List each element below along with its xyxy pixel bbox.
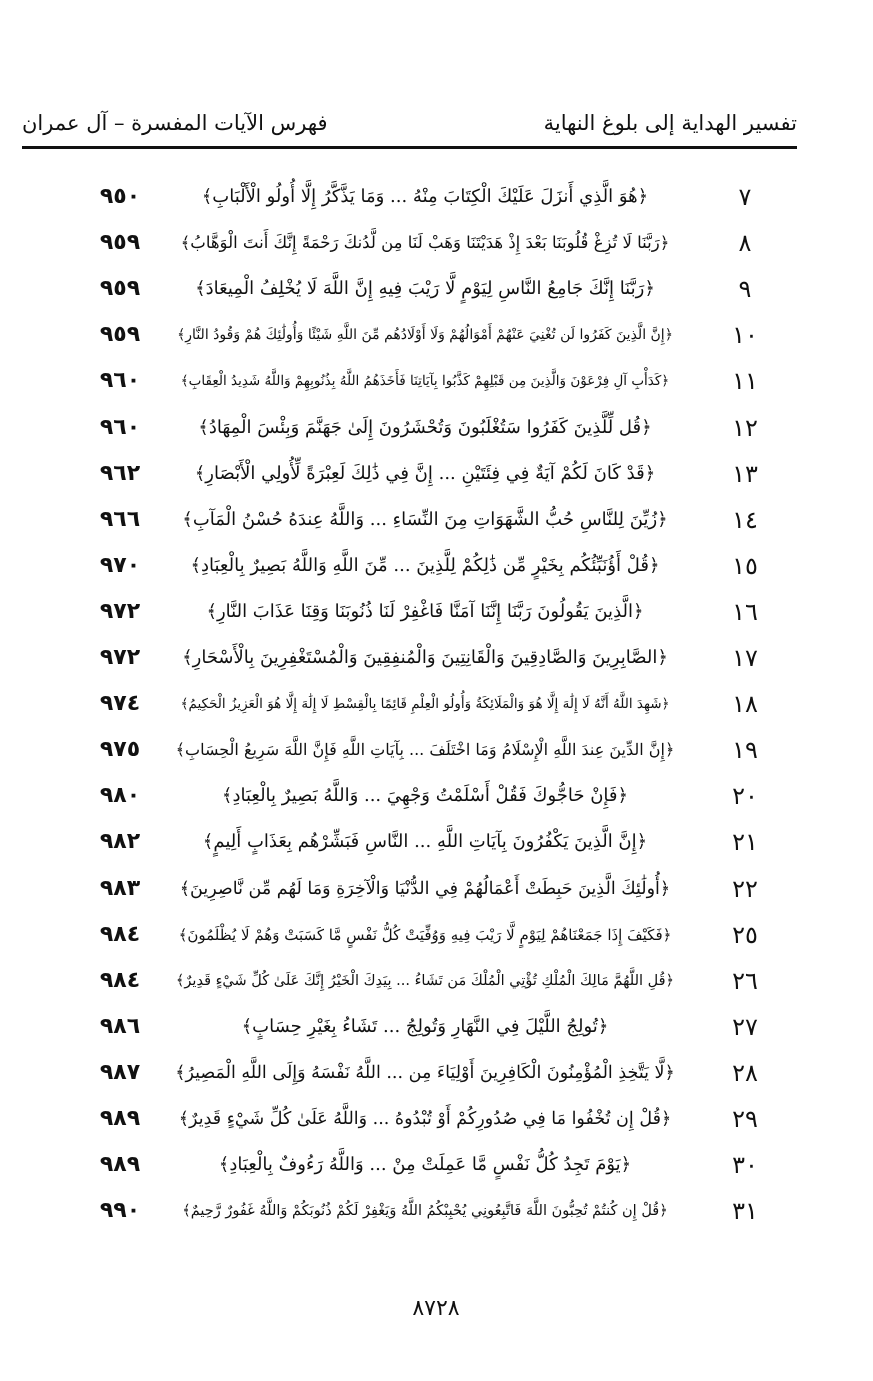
- table-row: [0, 267, 873, 311]
- verse-text: ﴿إِنَّ الَّذِينَ يَكْفُرُونَ بِآيَاتِ اللَّهِ ... النَّاسِ فَبَشِّرْهُم بِعَذَابٍ أَلِيمٍ﴾: [202, 831, 648, 853]
- page-reference: ٩٨٤: [99, 921, 141, 947]
- verse-text: ﴿قُلْ إِن كُنتُمْ تُحِبُّونَ اللَّهَ فَاتَّبِعُونِي يُحْبِبْكُمُ اللَّهُ وَيَغْفِرْ لَكُمْ ذُنُوبَكُمْ وَاللَّهُ غَفُورٌ رَّحِيمٌ﴾: [182, 1203, 668, 1220]
- page-reference: ٩٥٩: [99, 276, 141, 302]
- verse-text: ﴿قُلْ أَؤُنَبِّئُكُم بِخَيْرٍ مِّن ذَٰلِكُمْ لِلَّذِينَ ... مِّنَ اللَّهِ وَاللَّهُ بَصِيرٌ بِالْعِبَادِ﴾: [190, 554, 660, 576]
- page-reference: ٩٨٢: [99, 829, 141, 855]
- page-reference: ٩٨٦: [99, 1013, 141, 1039]
- verse-number: ٨: [738, 229, 752, 258]
- verse-number: ٣٠: [732, 1151, 758, 1180]
- verse-text: ﴿الصَّابِرِينَ وَالصَّادِقِينَ وَالْقَانِتِينَ وَالْمُنفِقِينَ وَالْمُسْتَغْفِرِينَ بِالْأَسْحَارِ﴾: [182, 647, 668, 668]
- verse-text: ﴿شَهِدَ اللَّهُ أَنَّهُ لَا إِلَٰهَ إِلَّا هُوَ وَالْمَلَائِكَةُ وَأُولُو الْعِلْمِ قَائِمًا بِالْقِسْطِ لَا إِلَٰهَ إِلَّا هُوَ الْعَزِيزُ الْحَكِيمُ﴾: [180, 696, 670, 713]
- verse-number: ١٢: [732, 413, 758, 442]
- verse-text: ﴿هُوَ الَّذِي أَنزَلَ عَلَيْكَ الْكِتَابَ مِنْهُ ... وَمَا يَذَّكَّرُ إِلَّا أُولُو الْأَلْبَابِ﴾: [201, 186, 649, 207]
- verse-text: ﴿رَبَّنَا لَا تُزِغْ قُلُوبَنَا بَعْدَ إِذْ هَدَيْتَنَا وَهَبْ لَنَا مِن لَّدُنكَ رَحْمَةً إِنَّكَ أَنتَ الْوَهَّابُ﴾: [180, 233, 670, 253]
- verse-text: ﴿إِنَّ الدِّينَ عِندَ اللَّهِ الْإِسْلَامُ وَمَا اخْتَلَفَ ... بِآيَاتِ اللَّهِ فَإِنَّ اللَّهَ سَرِيعُ الْحِسَابِ﴾: [175, 740, 675, 760]
- table-row: [0, 544, 873, 588]
- verse-number: ١٨: [732, 690, 758, 719]
- page-reference: ٩٧٢: [99, 645, 141, 670]
- verse-number: ٢٢: [732, 874, 758, 903]
- table-row: [0, 1051, 873, 1095]
- table-row: [0, 1143, 873, 1187]
- page-reference: ٩٨٧: [99, 1059, 141, 1085]
- verse-text: ﴿قَدْ كَانَ لَكُمْ آيَةٌ فِي فِئَتَيْنِ ... إِنَّ فِي ذَٰلِكَ لَعِبْرَةً لِّأُولِي الْأَبْصَارِ﴾: [194, 462, 656, 484]
- page-reference: ٩٩٠: [99, 1198, 141, 1224]
- verse-number: ٢٦: [732, 966, 758, 995]
- verse-text: ﴿إِنَّ الَّذِينَ كَفَرُوا لَن تُغْنِيَ عَنْهُمْ أَمْوَالُهُمْ وَلَا أَوْلَادُهُم مِّنَ اللَّهِ شَيْئًا وَأُولَٰئِكَ هُمْ وَقُودُ النَّارِ﴾: [177, 327, 673, 344]
- verse-text: ﴿فَإِنْ حَاجُّوكَ فَقُلْ أَسْلَمْتُ وَجْهِيَ ... وَاللَّهُ بَصِيرٌ بِالْعِبَادِ﴾: [221, 785, 629, 807]
- verse-text: ﴿تُولِجُ اللَّيْلَ فِي النَّهَارِ وَتُولِجُ ... تَشَاءُ بِغَيْرِ حِسَابٍ﴾: [241, 1015, 609, 1037]
- table-row: [0, 1097, 873, 1141]
- page-reference: ٩٦٢: [99, 460, 141, 486]
- table-row: [0, 313, 873, 357]
- verse-text: ﴿زُيِّنَ لِلنَّاسِ حُبُّ الشَّهَوَاتِ مِنَ النِّسَاءِ ... وَاللَّهُ عِندَهُ حُسْنُ الْمَآبِ﴾: [182, 508, 668, 530]
- verse-number: ٣١: [732, 1197, 758, 1226]
- page-reference: ٩٨٤: [99, 967, 141, 993]
- table-row: [0, 406, 873, 450]
- verse-text: ﴿لَّا يَتَّخِذِ الْمُؤْمِنُونَ الْكَافِرِينَ أَوْلِيَاءَ مِن ... اللَّهُ نَفْسَهُ وَإِلَى اللَّهِ الْمَصِيرُ﴾: [175, 1062, 675, 1083]
- table-row: [0, 175, 873, 219]
- page-reference: ٩٥٩: [99, 230, 141, 256]
- page-reference: ٩٦٠: [99, 368, 141, 394]
- page-reference: ٩٥٩: [99, 322, 141, 348]
- verse-number: ١١: [732, 367, 758, 396]
- page-number: ٨٧٢٨: [412, 1296, 460, 1321]
- verse-text: ﴿يَوْمَ تَجِدُ كُلُّ نَفْسٍ مَّا عَمِلَتْ مِنْ ... وَاللَّهُ رَءُوفٌ بِالْعِبَادِ﴾: [218, 1154, 632, 1176]
- verse-number: ١٠: [732, 321, 758, 350]
- verse-number: ٢٨: [732, 1058, 758, 1087]
- verse-number: ٢٩: [732, 1105, 758, 1133]
- header-rule: [22, 146, 797, 149]
- table-row: [0, 867, 873, 911]
- page-reference: ٩٨٠: [99, 783, 141, 809]
- table-row: [0, 359, 873, 403]
- page-reference: ٩٧٥: [99, 737, 141, 763]
- verse-text: ﴿أُولَٰئِكَ الَّذِينَ حَبِطَتْ أَعْمَالُهُمْ فِي الدُّنْيَا وَالْآخِرَةِ وَمَا لَهُم مِّن نَّاصِرِينَ﴾: [179, 878, 671, 899]
- table-row: [0, 959, 873, 1003]
- book-title: تفسير الهداية إلى بلوغ النهاية: [543, 111, 797, 135]
- page-reference: ٩٦٠: [99, 414, 141, 440]
- table-row: [0, 1189, 873, 1233]
- table-row: [0, 221, 873, 265]
- running-header: [22, 106, 797, 140]
- table-row: [0, 820, 873, 864]
- verse-number: ٢١: [732, 828, 758, 857]
- page-reference: ٩٧٤: [99, 691, 141, 717]
- verse-number: ٧: [738, 183, 752, 211]
- table-row: [0, 636, 873, 680]
- section-title: فهرس الآيات المفسرة – آل عمران: [22, 111, 328, 135]
- page-reference: ٩٧٢: [99, 598, 141, 624]
- page-reference: ٩٨٩: [99, 1152, 141, 1178]
- page-reference: ٩٥٠: [99, 184, 141, 209]
- verse-text: ﴿قُلْ إِن تُخْفُوا مَا فِي صُدُورِكُمْ أَوْ تُبْدُوهُ ... وَاللَّهُ عَلَىٰ كُلِّ شَيْءٍ قَدِيرٌ﴾: [178, 1109, 672, 1129]
- table-row: [0, 728, 873, 772]
- table-row: [0, 1005, 873, 1049]
- verse-text: ﴿فَكَيْفَ إِذَا جَمَعْنَاهُمْ لِيَوْمٍ لَّا رَيْبَ فِيهِ وَوُفِّيَتْ كُلُّ نَفْسٍ مَّا كَسَبَتْ وَهُمْ لَا يُظْلَمُونَ﴾: [178, 925, 672, 944]
- table-row: [0, 682, 873, 726]
- verse-number: ١٤: [732, 505, 758, 534]
- verse-number: ١٧: [732, 644, 758, 672]
- table-row: [0, 774, 873, 818]
- page-reference: ٩٨٩: [99, 1106, 141, 1131]
- verse-number: ٢٧: [732, 1012, 758, 1041]
- verse-text: ﴿كَدَأْبِ آلِ فِرْعَوْنَ وَالَّذِينَ مِن قَبْلِهِمْ كَذَّبُوا بِآيَاتِنَا فَأَخَذَهُمُ اللَّهُ بِذُنُوبِهِمْ وَاللَّهُ شَدِيدُ الْعِقَابِ﴾: [180, 373, 670, 390]
- table-row: [0, 913, 873, 957]
- table-row: [0, 590, 873, 634]
- verse-text: ﴿قُل لِّلَّذِينَ كَفَرُوا سَتُغْلَبُونَ وَتُحْشَرُونَ إِلَىٰ جَهَنَّمَ وَبِئْسَ الْمِهَادُ﴾: [198, 416, 652, 438]
- verse-number: ٩: [738, 275, 752, 304]
- verse-text: ﴿رَبَّنَا إِنَّكَ جَامِعُ النَّاسِ لِيَوْمٍ لَّا رَيْبَ فِيهِ إِنَّ اللَّهَ لَا يُخْلِفُ الْمِيعَادَ﴾: [195, 278, 655, 300]
- verse-text: ﴿قُلِ اللَّهُمَّ مَالِكَ الْمُلْكِ تُؤْتِي الْمُلْكَ مَن تَشَاءُ ... بِيَدِكَ الْخَيْرُ إِنَّكَ عَلَىٰ كُلِّ شَيْءٍ قَدِيرٌ﴾: [175, 972, 675, 989]
- page-reference: ٩٧٠: [99, 552, 141, 578]
- verse-number: ١٩: [732, 736, 758, 765]
- verse-number: ١٦: [732, 597, 758, 626]
- verse-text: ﴿الَّذِينَ يَقُولُونَ رَبَّنَا إِنَّنَا آمَنَّا فَاغْفِرْ لَنَا ذُنُوبَنَا وَقِنَا عَذَابَ النَّارِ﴾: [206, 600, 644, 622]
- table-row: [0, 452, 873, 496]
- verse-number: ٢٥: [732, 920, 758, 949]
- table-row: [0, 498, 873, 542]
- page-reference: ٩٨٣: [99, 875, 141, 901]
- verse-number: ٢٠: [732, 782, 758, 811]
- page-reference: ٩٦٦: [99, 506, 141, 532]
- verse-number: ١٣: [732, 459, 758, 488]
- verse-number: ١٥: [732, 551, 758, 580]
